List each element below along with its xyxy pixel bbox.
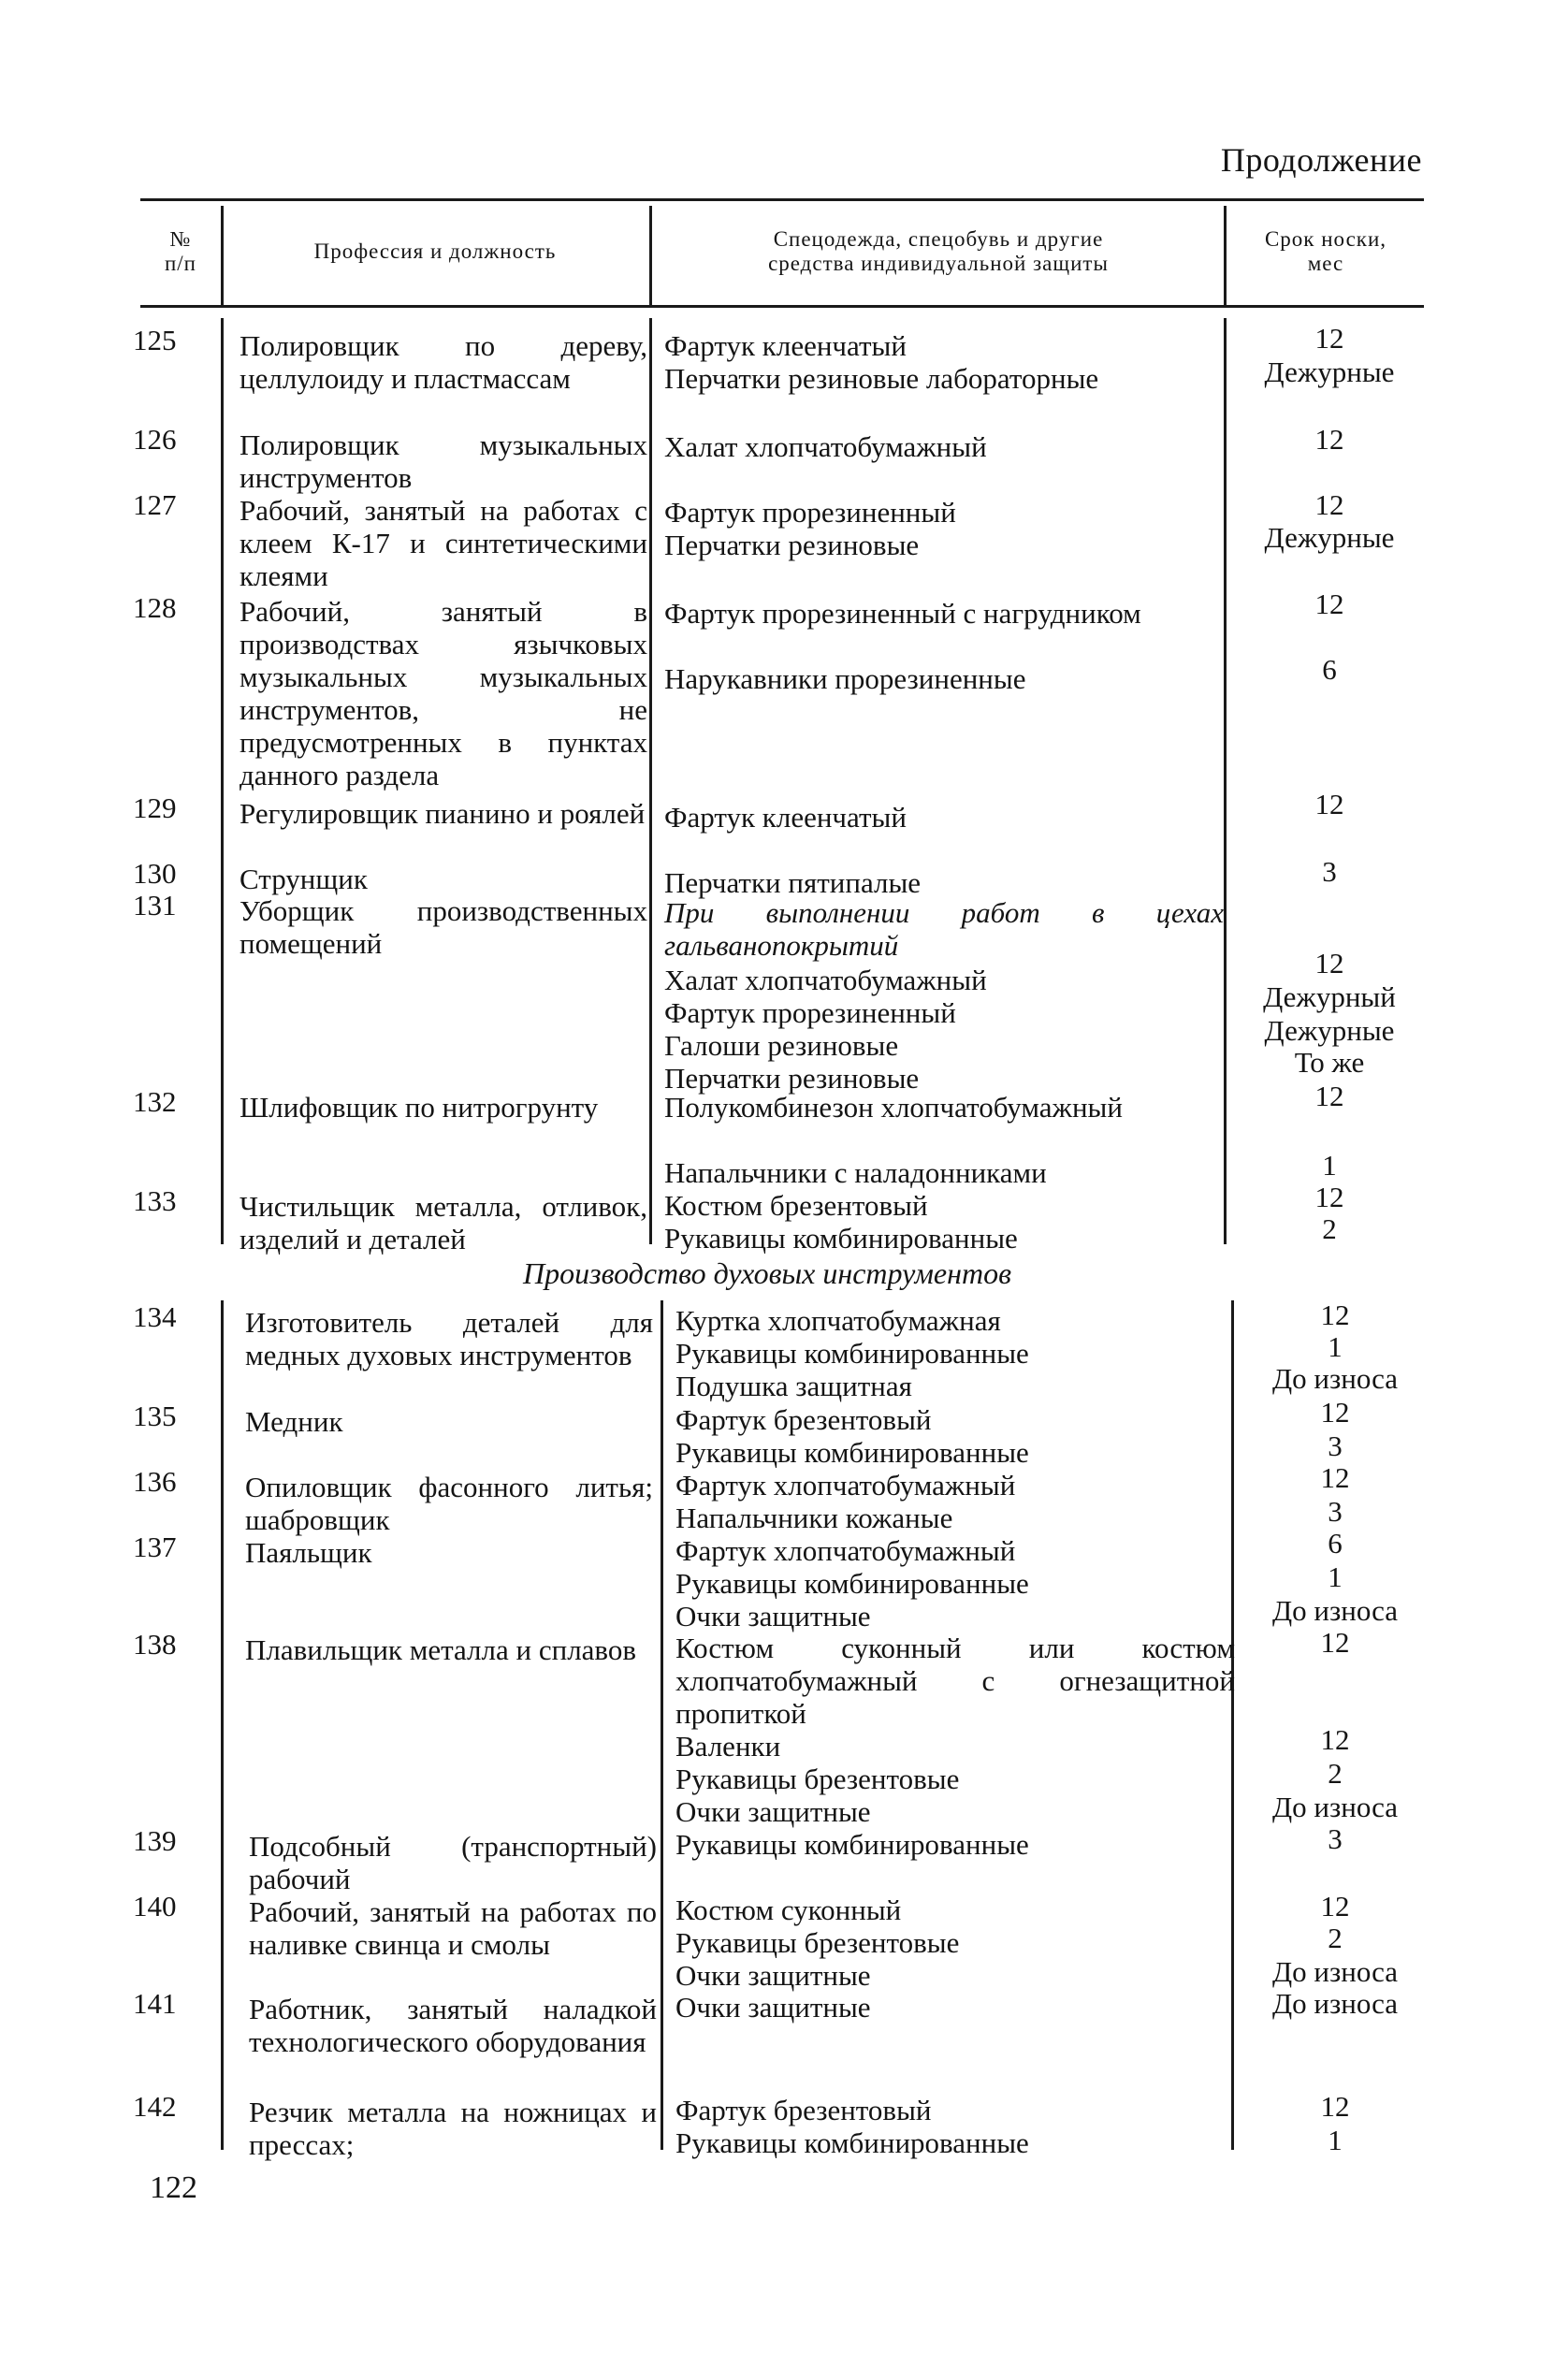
term-value: 2 — [1328, 1922, 1343, 1954]
term-value: 12 — [1314, 322, 1344, 355]
equipment-note: При выполнении работ в цехах гальванопокрытий — [664, 896, 1224, 962]
term-value: До износа — [1272, 1955, 1398, 1988]
profession: Резчик металла на ножницах и прессах; — [249, 2096, 657, 2161]
profession: Рабочий, занятый в производствах язычковых музыкальных музыкальных инструментов, не предусмотренных в пунктах данного раздела — [240, 595, 647, 791]
term-value: 12 — [1314, 488, 1344, 521]
term-value: 12 — [1314, 423, 1344, 456]
term-value: 12 — [1314, 788, 1344, 820]
term-value: 12 — [1320, 1890, 1350, 1922]
term-value: 6 — [1322, 653, 1337, 686]
profession: Шлифовщик по нитрогрунту — [240, 1091, 599, 1124]
equipment-item: Перчатки резиновые лабораторные — [664, 362, 1099, 395]
equipment-item: Галоши резиновые — [664, 1029, 899, 1062]
term-value: 3 — [1322, 855, 1337, 888]
equipment-item: Рукавицы комбинированные — [675, 2126, 1029, 2159]
profession: Полировщик музыкальных инструментов — [240, 428, 647, 494]
equipment-item: Перчатки пятипалые — [664, 866, 922, 899]
profession: Паяльщик — [245, 1536, 372, 1569]
profession: Работник, занятый наладкой технологического оборудования — [249, 1993, 657, 2058]
term-value: 12 — [1320, 1461, 1350, 1494]
term-value: То же — [1294, 1046, 1365, 1079]
header-equipment: Спецодежда, спецобувь и другие средства индивидуальной защиты — [768, 227, 1109, 275]
equipment-item: Очки защитные — [675, 1600, 871, 1632]
term-value: 12 — [1320, 1626, 1350, 1659]
header-term: Срок носки, мес — [1264, 227, 1387, 275]
column-divider — [649, 318, 652, 1244]
term-value: 12 — [1320, 1396, 1350, 1429]
row-number: 141 — [133, 1987, 177, 2020]
equipment-item: Нарукавники прорезиненные — [664, 662, 1026, 695]
equipment-item: Перчатки резиновые — [664, 1062, 920, 1095]
profession: Уборщик производственных помещений — [240, 894, 647, 960]
profession: Рабочий, занятый на работах с клеем К-17 и синтетическими клеями — [240, 494, 647, 592]
equipment-item: Полукомбинезон хлопчатобумажный — [664, 1091, 1123, 1124]
equipment-item: Костюм суконный — [675, 1893, 902, 1926]
equipment-item: Очки защитные — [675, 1795, 871, 1828]
row-number: 127 — [133, 488, 177, 521]
term-value: 1 — [1328, 1330, 1343, 1363]
term-value: 3 — [1328, 1495, 1343, 1528]
term-value: 12 — [1314, 1181, 1344, 1213]
row-number: 139 — [133, 1824, 177, 1857]
row-number: 130 — [133, 857, 177, 890]
term-value: 2 — [1328, 1757, 1343, 1790]
column-divider — [1224, 318, 1227, 1244]
header-divider — [649, 206, 652, 305]
term-value: Дежурные — [1264, 355, 1395, 388]
equipment-item: Халат хлопчатобумажный — [664, 964, 987, 996]
header-num: № п/п — [164, 227, 196, 275]
header-divider — [221, 206, 224, 305]
equipment-item: Перчатки резиновые — [664, 529, 920, 561]
profession: Медник — [245, 1405, 343, 1438]
profession: Рабочий, занятый на работах по наливке свинца и смолы — [249, 1895, 657, 1961]
column-divider — [221, 1300, 224, 2150]
term-value: 12 — [1314, 947, 1344, 979]
row-number: 132 — [133, 1085, 177, 1118]
term-value: Дежурные — [1264, 521, 1395, 554]
term-value: 3 — [1328, 1822, 1343, 1855]
term-value: До износа — [1272, 1791, 1398, 1823]
equipment-item: Фартук прорезиненный с нагрудником — [664, 597, 1141, 630]
profession: Подсобный (транспортный) рабочий — [249, 1830, 657, 1895]
equipment-item: Халат хлопчатобумажный — [664, 430, 987, 463]
equipment-item: Фартук прорезиненный — [664, 996, 956, 1029]
row-number: 131 — [133, 889, 177, 921]
table-header-rule — [140, 305, 1424, 308]
equipment-item: Подушка защитная — [675, 1370, 912, 1402]
equipment-item: Костюм суконный или костюм хлопчатобумажный с огнезащитной пропиткой — [675, 1632, 1235, 1730]
term-value: 3 — [1328, 1429, 1343, 1462]
equipment-item: Фартук хлопчатобумажный — [675, 1534, 1016, 1567]
header-divider — [1224, 206, 1227, 305]
term-value: До износа — [1272, 1362, 1398, 1395]
column-divider — [221, 318, 224, 1244]
equipment-item: Рукавицы комбинированные — [675, 1436, 1029, 1469]
term-value: 12 — [1320, 1723, 1350, 1756]
row-number: 133 — [133, 1184, 177, 1217]
row-number: 136 — [133, 1465, 177, 1498]
row-number: 140 — [133, 1890, 177, 1922]
term-value: 12 — [1320, 1299, 1350, 1331]
profession: Струнщик — [240, 863, 368, 895]
row-number: 135 — [133, 1400, 177, 1432]
term-value: 1 — [1328, 2124, 1343, 2156]
equipment-item: Фартук брезентовый — [675, 1403, 932, 1436]
term-value: До износа — [1272, 1987, 1398, 2020]
term-value: 6 — [1328, 1527, 1343, 1560]
header-profession: Профессия и должность — [313, 239, 557, 263]
equipment-item: Рукавицы комбинированные — [664, 1222, 1018, 1255]
term-value: До износа — [1272, 1594, 1398, 1627]
term-value: 1 — [1322, 1149, 1337, 1182]
equipment-item: Фартук клеенчатый — [664, 329, 907, 362]
profession: Чистильщик металла, отливок, изделий и деталей — [240, 1190, 647, 1255]
row-number: 126 — [133, 423, 177, 456]
equipment-item: Напальчники кожаные — [675, 1502, 953, 1534]
row-number: 137 — [133, 1531, 177, 1563]
term-value: 12 — [1320, 2090, 1350, 2123]
equipment-item: Очки защитные — [675, 1991, 871, 2024]
equipment-item: Фартук клеенчатый — [664, 801, 907, 834]
equipment-item: Рукавицы комбинированные — [675, 1828, 1029, 1861]
equipment-item: Фартук прорезиненный — [664, 496, 956, 529]
row-number: 128 — [133, 591, 177, 624]
term-value: Дежурные — [1264, 1014, 1395, 1047]
equipment-item: Очки защитные — [675, 1959, 871, 1992]
equipment-item: Валенки — [675, 1730, 781, 1763]
equipment-item: Рукавицы брезентовые — [675, 1926, 960, 1959]
section-title: Производство духовых инструментов — [523, 1256, 1011, 1290]
equipment-item: Костюм брезентовый — [664, 1189, 928, 1222]
profession: Изготовитель деталей для медных духовых инструментов — [245, 1306, 653, 1371]
continuation-label: Продолжение — [1220, 141, 1422, 179]
term-value: 1 — [1328, 1560, 1343, 1593]
equipment-item: Рукавицы комбинированные — [675, 1337, 1029, 1370]
row-number: 129 — [133, 791, 177, 824]
row-number: 138 — [133, 1628, 177, 1661]
term-value: Дежурный — [1263, 980, 1396, 1013]
profession: Опиловщик фасонного литья; шабровщик — [245, 1471, 653, 1536]
profession: Регулировщик пианино и роялей — [240, 797, 646, 830]
term-value: 12 — [1314, 1080, 1344, 1112]
row-number: 134 — [133, 1300, 177, 1333]
equipment-item: Рукавицы комбинированные — [675, 1567, 1029, 1600]
equipment-item: Рукавицы брезентовые — [675, 1763, 960, 1795]
equipment-item: Фартук хлопчатобумажный — [675, 1469, 1016, 1502]
page-number: 122 — [150, 2170, 197, 2205]
equipment-item: Куртка хлопчатобумажная — [675, 1304, 1001, 1337]
term-value: 12 — [1314, 588, 1344, 620]
profession: Плавильщик металла и сплавов — [245, 1633, 636, 1666]
column-divider — [661, 1300, 663, 2150]
equipment-item: Фартук брезентовый — [675, 2094, 932, 2126]
row-number: 142 — [133, 2090, 177, 2123]
term-value: 2 — [1322, 1212, 1337, 1245]
equipment-item: Напальчники с наладонниками — [664, 1156, 1047, 1189]
profession: Полировщик по дереву, целлулоиду и пластмассам — [240, 329, 647, 395]
row-number: 125 — [133, 324, 177, 356]
